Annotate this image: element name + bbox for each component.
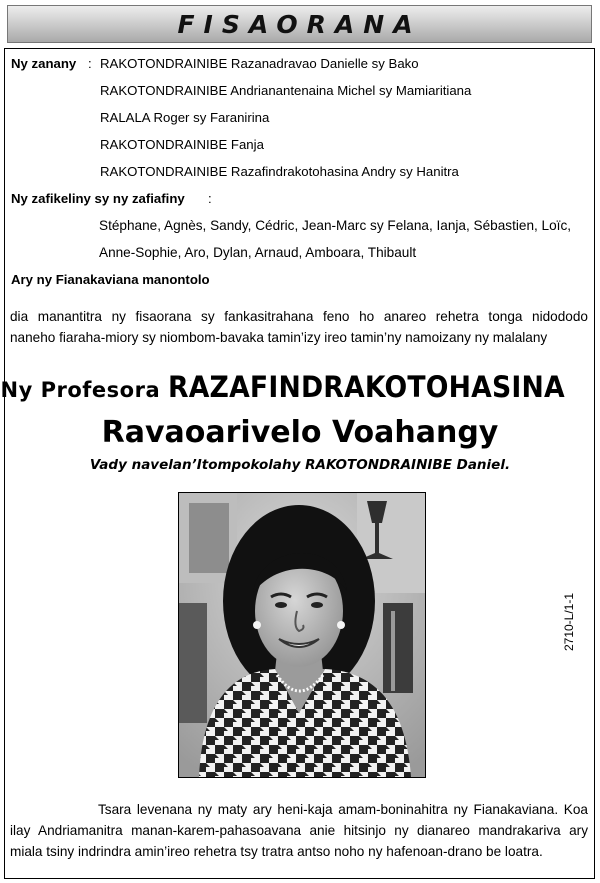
header-bar [7, 5, 592, 43]
zanany-separator: : [88, 56, 92, 71]
closing-line-3: miala tsiny indrindra amin’ireo rehetra tsy tratra antso noho ny hafenoan-drano be loatra. [10, 844, 543, 859]
thanks-line-1: dia manantitra ny fisaorana sy fankasitrahana feno ho anareo rehetra tonga nidododo [10, 309, 588, 324]
zafikeliny-separator: : [208, 191, 212, 206]
deceased-surname: RAZAFINDRAKOTOHASINA [168, 370, 565, 404]
zanany-item-2: RAKOTONDRAINIBE Andrianantenaina Michel sy Mamiaritiana [100, 83, 472, 98]
page-title: FISAORANA [177, 10, 422, 39]
zafikeliny-line-1: Stéphane, Agnès, Sandy, Cédric, Jean-Marc sy Felana, Ianja, Sébastien, Loïc, [99, 218, 572, 233]
closing-paragraph [10, 799, 588, 862]
fianakaviana-label: Ary ny Fianakaviana manontolo [11, 272, 210, 287]
zanany-item-5: RAKOTONDRAINIBE Razafindrakotohasina Andry sy Hanitra [100, 164, 459, 179]
zafikeliny-label: Ny zafikeliny sy ny zafiafiny [11, 191, 185, 206]
deceased-spouse: Vady navelan’Itompokolahy RAKOTONDRAINIBE Daniel. [89, 457, 511, 473]
closing-line-1: Tsara levenana ny maty ary heni-kaja amam-boninahitra ny Fianakaviana. Koa [98, 802, 588, 817]
deceased-name-line [0, 367, 600, 412]
closing-line-2: ilay Andriamanitra manan-karem-pahasoavana anie hitsinjo ny dianareo mandrakariva ary [10, 823, 588, 838]
zafikeliny-line-2: Anne-Sophie, Aro, Dylan, Arnaud, Amboara, Thibault [99, 245, 417, 260]
zanany-label: Ny zanany [11, 56, 77, 71]
thanks-line-2: naneho fiaraha-miory sy niombom-bavaka tamin’izy ireo tamin’ny namoizany ny malalany [10, 330, 548, 345]
zanany-item-1: RAKOTONDRAINIBE Razanadravao Danielle sy Bako [100, 56, 419, 71]
zanany-item-4: RAKOTONDRAINIBE Fanja [100, 137, 264, 152]
thanks-paragraph [10, 306, 588, 348]
zanany-item-3: RALALA Roger sy Faranirina [100, 110, 270, 125]
portrait-photo [178, 492, 426, 778]
ref-code-text: 2710-L/1-1 [562, 592, 576, 652]
deceased-given-names: Ravaoarivelo Voahangy [101, 415, 499, 450]
deceased-title: Ny Profesora [0, 378, 161, 402]
